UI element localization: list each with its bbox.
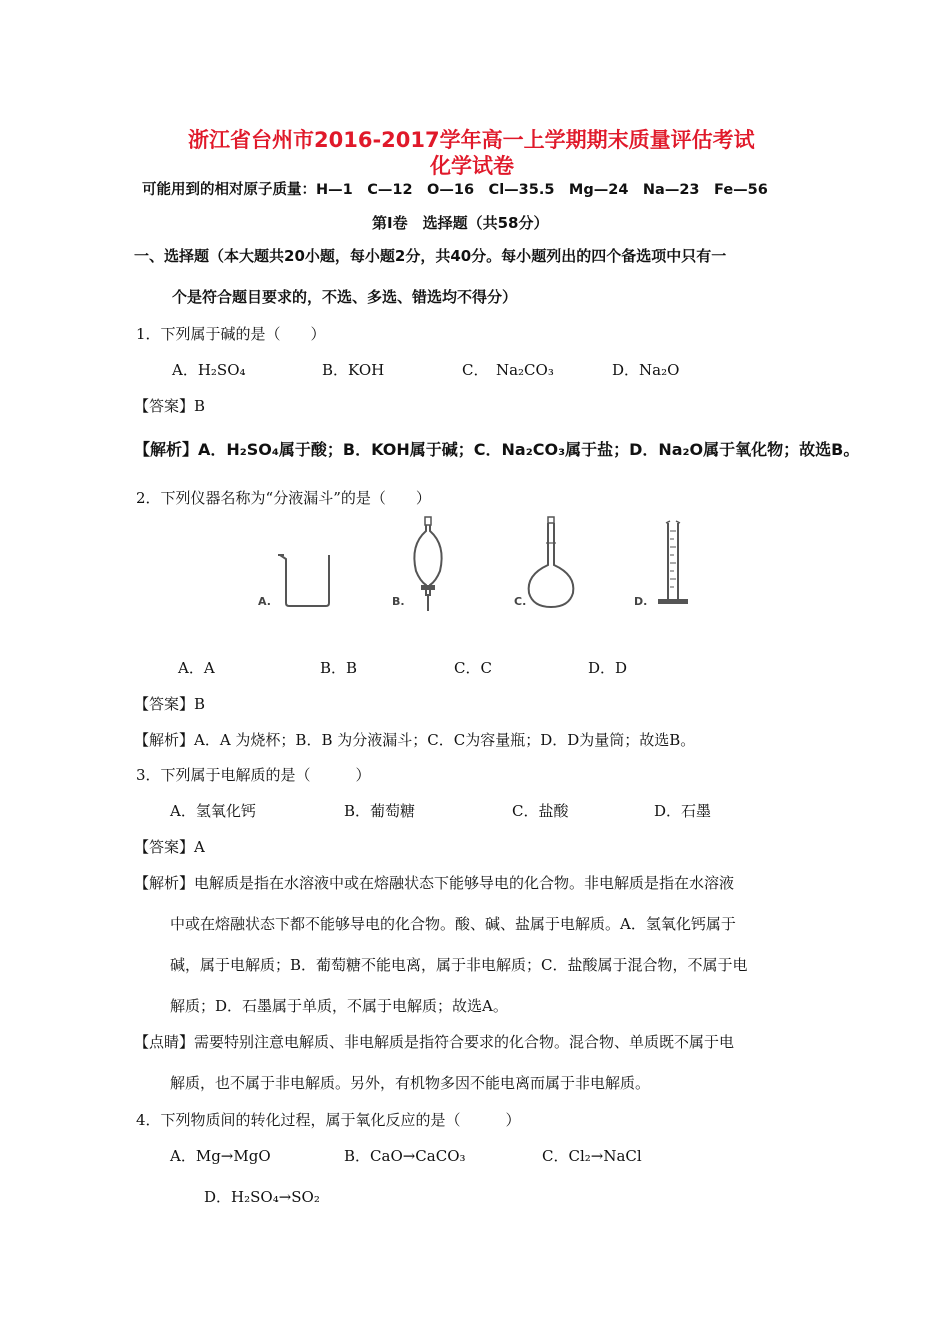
q2-option-b: B．B [320, 659, 358, 677]
separatory-funnel-icon [392, 517, 442, 611]
q1-analysis: 【解析】A．H₂SO₄属于酸；B．KOH属于碱；C．Na₂CO₃属于盐；D．Na₂O属于氧化物；故选B。 [134, 440, 860, 459]
q3-analysis-line4: 解质；D．石墨属于单质，不属于电解质；故选A。 [170, 997, 508, 1015]
q2-stem: 2．下列仪器名称为“分液漏斗”的是（ ） [136, 489, 431, 507]
atomic-masses: 可能用到的相对原子质量：H—1 C—12 O—16 Cl—35.5 Mg—24 Na—23 Fe—56 [142, 182, 768, 198]
q4-option-a: A．Mg→MgO [170, 1147, 271, 1165]
q2-figure-label-b: B. [392, 595, 405, 608]
q1-option-d: D．Na₂O [612, 361, 680, 379]
q2-option-c: C．C [454, 659, 492, 677]
q2-figure-label-c: C. [514, 595, 527, 608]
q4-option-c: C．Cl₂→NaCl [542, 1147, 642, 1165]
q2-option-a: A．A [178, 659, 215, 677]
volume-title: 第Ⅰ卷 选择题（共58分） [372, 214, 549, 232]
q3-stem: 3．下列属于电解质的是（ ） [136, 766, 371, 784]
q3-option-a: A．氢氧化钙 [170, 802, 256, 820]
q2-analysis: 【解析】A．A 为烧杯；B．B 为分液漏斗；C．C为容量瓶；D．D为量筒；故选B。 [134, 731, 696, 749]
q1-option-c: C． Na₂CO₃ [462, 361, 554, 379]
q2-figure-label-d: D. [634, 595, 648, 608]
q3-analysis-line2: 中或在熔融状态下都不能够导电的化合物。酸、碱、盐属于电解质。A．氢氧化钙属于 [170, 915, 736, 933]
q2-option-d: D．D [588, 659, 628, 677]
q3-tip-line1: 【点睛】需要特别注意电解质、非电解质是指符合要求的化合物。混合物、单质既不属于电 [134, 1033, 735, 1051]
q3-option-b: B．葡萄糖 [344, 802, 416, 820]
document-title-line1: 浙江省台州市2016-2017学年高一上学期期末质量评估考试 [188, 128, 755, 152]
graduated-cylinder-icon [634, 521, 688, 608]
part1-instructions-line2: 个是符合题目要求的，不选、多选、错选均不得分） [172, 288, 518, 306]
q3-tip-line2: 解质，也不属于非电解质。另外，有机物多因不能电离而属于非电解质。 [170, 1074, 651, 1092]
q4-option-d: D．H₂SO₄→SO₂ [204, 1188, 320, 1206]
q2-apparatus-figure [250, 515, 710, 615]
q3-answer: 【答案】A [134, 838, 205, 856]
part1-instructions-line1: 一、选择题（本大题共20小题，每小题2分，共40分。每小题列出的四个备选项中只有一 [134, 247, 727, 265]
q2-figure-label-a: A. [258, 595, 271, 608]
q1-option-a: A．H₂SO₄ [172, 361, 246, 379]
document-title-line2: 化学试卷 [430, 154, 514, 178]
q2-answer: 【答案】B [134, 695, 206, 713]
q3-analysis-line1: 【解析】电解质是指在水溶液中或在熔融状态下能够导电的化合物。非电解质是指在水溶液 [134, 874, 735, 892]
beaker-icon [258, 555, 329, 608]
q1-stem: 1．下列属于碱的是（ ） [136, 325, 326, 343]
q4-option-b: B．CaO→CaCO₃ [344, 1147, 466, 1165]
volumetric-flask-icon [514, 517, 573, 608]
q4-stem: 4．下列物质间的转化过程，属于氧化反应的是（ ） [136, 1111, 521, 1129]
q3-option-c: C．盐酸 [512, 802, 569, 820]
q1-answer: 【答案】B [134, 397, 206, 415]
q3-analysis-line3: 碱，属于电解质；B．葡萄糖不能电离，属于非电解质；C．盐酸属于混合物，不属于电 [170, 956, 748, 974]
q1-option-b: B．KOH [322, 361, 385, 379]
q3-option-d: D．石墨 [654, 802, 712, 820]
